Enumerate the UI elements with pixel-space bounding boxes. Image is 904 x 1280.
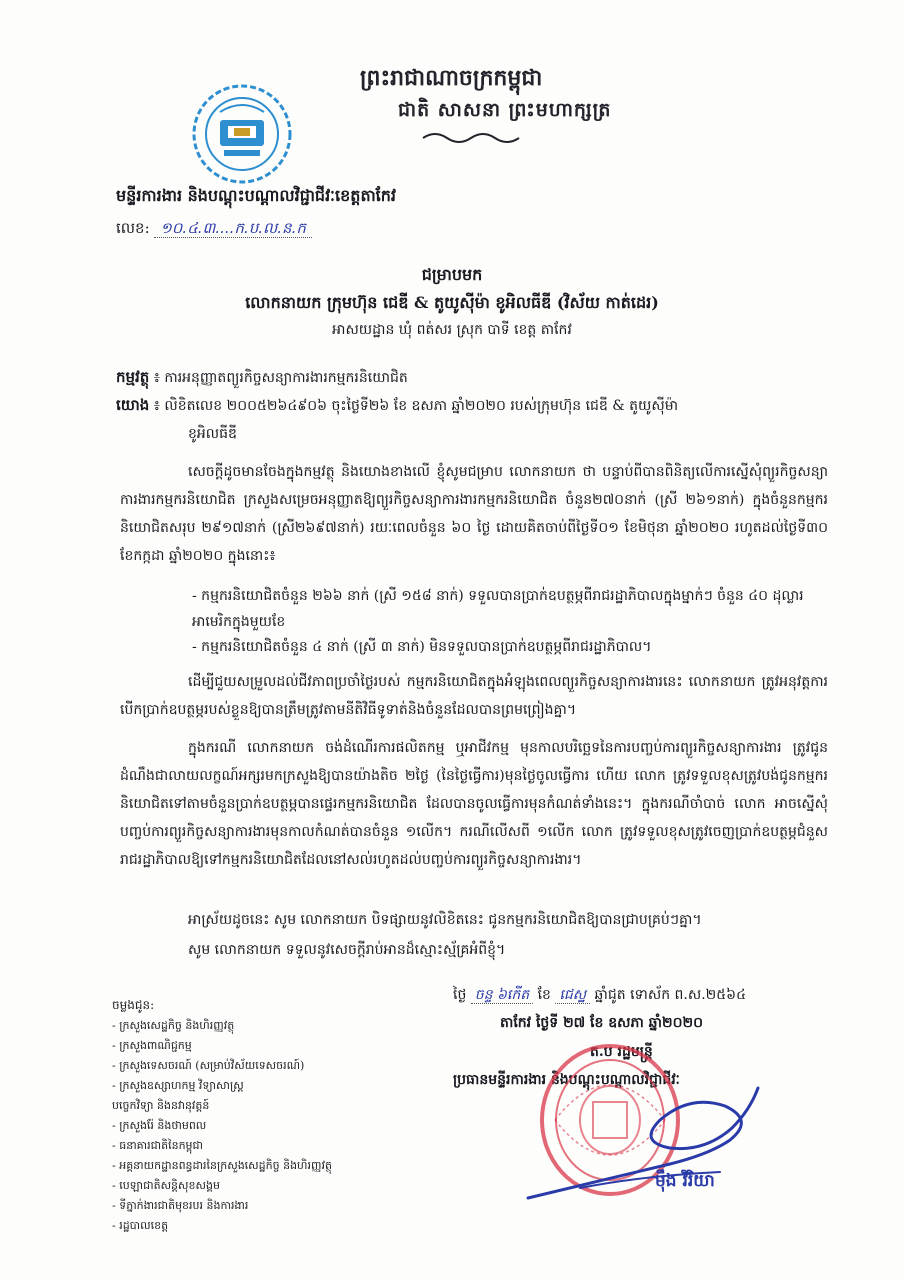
recipient-label: ជម្រាបមក bbox=[421, 265, 483, 284]
signer-name: ម៉ឹង វិរិយា bbox=[655, 1171, 715, 1191]
department-name: មន្ទីរការងារ និងបណ្តុះបណ្តាលវិជ្ជាជីវៈខេត្តតាកែវ bbox=[116, 186, 396, 205]
lunar-date bbox=[453, 985, 746, 1006]
cc-list bbox=[112, 1016, 372, 1236]
body-bullet-2: - កម្មករនិយោជិតចំនួន ៤ នាក់ (ស្រី ៣ នាក់) មិនទទួលបានប្រាក់ឧបត្ថម្ភពីរាជរដ្ឋាភិបាល។ bbox=[192, 639, 652, 655]
subject-label: កម្មវត្ថុ bbox=[116, 368, 150, 386]
handwritten-signature-icon bbox=[520, 1080, 770, 1210]
cc-item: - ក្រសួងឧស្សាហកម្ម វិទ្យាសាស្ត្រ bbox=[112, 1079, 244, 1092]
national-motto: ជាតិ សាសនា ព្រះមហាក្សត្រ bbox=[398, 99, 612, 121]
lunar-prefix: ថ្ងៃ bbox=[453, 987, 467, 1003]
ref-number-handwritten: ១០.៤.៣....ក.ប.ល.ន.ក bbox=[154, 219, 311, 238]
ornament-divider-icon bbox=[418, 130, 528, 146]
body-paragraph-3: ក្នុងករណី លោកនាយក ចង់ដំណើរការផលិតកម្ម ឬអាជីវកម្ម មុនកាលបរិច្ឆេទនៃការបញ្ចប់ការព្យួរកិច្ចសន្យាការងារ ត្រូវជូនដំណឹងជាលាយលក្ខណ៍អក្សរមកក្រសួងឱ្យបានយ៉ាងតិច ២ថ្ងៃ (នៃថ្ងៃធ្វើការ)មុនថ្ងៃចូលធ្វើការ ហើយ លោក ត្រូវទទួលខុសត្រូវបង់ជូនកម្មករនិយោជិតទៅតាមចំនួនប្រាក់ឧបត្ថម្ភបានផ្ទេរកម្មករនិយោជិត ដែលបានចូលធ្វើការមុនកំណត់ទាំងនេះ។ ក្នុងករណីចាំបាច់ លោក អាចស្នើសុំបញ្ចប់ការព្យួរកិច្ចសន្យាការងារមុនកាលកំណត់បានចំនួន ១លើក។ ករណីលើសពី ១លើក លោក ត្រូវទទួលខុសត្រូវចេញប្រាក់ឧបត្ថម្ភជំនួសរាជរដ្ឋាភិបាលឱ្យទៅកម្មករនិយោជិតដែលនៅសល់រហូតដល់បញ្ចប់ការព្យួរកិច្ចសន្យាការងារ។ bbox=[120, 740, 828, 868]
cc-item: - ធនាគារជាតិនៃកម្ពុជា bbox=[112, 1139, 204, 1152]
lunar-day-handwritten: ចន្ទ ៦កើត bbox=[471, 987, 533, 1004]
cc-item: - ទីភ្នាក់ងារជាតិមុខរបរ និងការងារ bbox=[112, 1199, 249, 1212]
reference-row bbox=[116, 396, 678, 418]
body-paragraph-4: អាស្រ័យដូចនេះ សូម លោកនាយក បិទផ្សាយនូវលិខិតនេះ ជូនកម្មករនិយោជិតឱ្យបានជ្រាបគ្រប់ៗគ្នា។ bbox=[188, 912, 702, 928]
cc-item: - បេឡាជាតិសន្តិសុខសង្គម bbox=[112, 1179, 220, 1192]
gregorian-date: តាកែវ ថ្ងៃទី ២៧ ខែ ឧសភា ឆ្នាំ២០២០ bbox=[500, 1015, 703, 1031]
reference-label: យោង bbox=[116, 396, 150, 414]
reference-continuation: ខូអិលធីឌី bbox=[188, 426, 237, 442]
cc-item: - រដ្ឋបាលខេត្ត bbox=[112, 1219, 169, 1232]
ministry-logo-icon bbox=[190, 82, 294, 186]
cc-title: ចម្លងជូន: bbox=[112, 998, 155, 1012]
kingdom-title: ព្រះរាជាណាចក្រកម្ពុជា bbox=[360, 65, 543, 91]
body-paragraph-1: សេចក្តីដូចមានចែងក្នុងកម្មវត្ថុ និងយោងខាងលើ ខ្ញុំសូមជម្រាប លោកនាយក ថា បន្ទាប់ពីបានពិនិត្យលើការស្នើសុំព្យួរកិច្ចសន្យាការងារកម្មករនិយោជិត ក្រសួងសម្រេចអនុញ្ញាតឱ្យព្យួរកិច្ចសន្យាការងារកម្មករនិយោជិត ចំនួន២៧០នាក់ (ស្រី ២៦១នាក់) ក្នុងចំនួនកម្មករនិយោជិតសរុប ២៩១៧នាក់ (ស្រី២៦៩៧នាក់) រយៈពេលចំនួន ៦០ ថ្ងៃ ដោយគិតចាប់ពីថ្ងៃទី០១ ខែមិថុនា ឆ្នាំ២០២០ រហូតដល់ថ្ងៃទី៣០ ខែកក្កដា ឆ្នាំ២០២០ ក្នុងនោះ៖ bbox=[120, 464, 828, 564]
signer-title: ប្រធានមន្ទីរការងារ និងបណ្តុះបណ្តាលវិជ្ជាជីវៈ bbox=[453, 1072, 680, 1088]
on-behalf-label: ត.ប រដ្ឋមន្ត្រី bbox=[590, 1044, 653, 1060]
cc-item: - ក្រសួងសេដ្ឋកិច្ច និងហិរញ្ញវត្ថុ bbox=[112, 1019, 235, 1032]
cc-item: - ក្រសួងពាណិជ្ជកម្ម bbox=[112, 1039, 192, 1052]
body-bullet-1: - កម្មករនិយោជិតចំនួន ២៦៦ នាក់ (ស្រី ១៥៨ នាក់) ទទួលបានប្រាក់ឧបត្ថម្ភពីរាជរដ្ឋាភិបាលក្នុងម្នាក់ៗ ចំនួន ៤០ ដុល្លារអាមេរិកក្នុងមួយខែ bbox=[192, 588, 804, 630]
reference-number bbox=[116, 219, 312, 241]
lunar-month-label: ខែ bbox=[537, 987, 551, 1003]
lunar-suffix: ឆ្នាំជូត ទោស័ក ព.ស.២៥៦៤ bbox=[594, 987, 746, 1003]
cc-item: - អគ្គនាយកដ្ឋានពន្ធដារនៃក្រសួងសេដ្ឋកិច្ច និងហិរញ្ញវត្ថុ bbox=[112, 1159, 332, 1172]
cc-item: - ក្រសួងទេសចរណ៍ (សម្រាប់វិស័យទេសចរណ៍) bbox=[112, 1059, 305, 1072]
cc-item: បច្ចេកវិទ្យា និងនវានុវត្តន៍ bbox=[112, 1099, 210, 1112]
subject-row bbox=[116, 368, 408, 390]
ref-label: លេខ: bbox=[116, 219, 150, 237]
recipient-address: អាសយដ្ឋាន ឃុំ ពត់សរ ស្រុក បាទី ខេត្ត តាកែវ bbox=[332, 322, 572, 338]
lunar-month-handwritten: ជេស្ឋ bbox=[555, 987, 590, 1004]
body-paragraph-5: សូម លោកនាយក ទទួលនូវសេចក្តីរាប់អានដ៏ស្មោះស្ម័គ្រអំពីខ្ញុំ។ bbox=[188, 942, 506, 958]
body-paragraph-2: ដើម្បីជួយសម្រួលដល់ជីវភាពប្រចាំថ្ងៃរបស់ កម្មករនិយោជិតក្នុងអំឡុងពេលព្យួរកិច្ចសន្យាការងារនេះ លោកនាយក ត្រូវអនុវត្តការបើកប្រាក់ឧបត្ថម្ភរបស់ខ្លួនឱ្យបានត្រឹមត្រូវតាមនីតិវិធីទូទាត់និងចំនួនដែលបានព្រមព្រៀងគ្នា។ bbox=[120, 674, 828, 718]
subject-text: ៖ ការអនុញ្ញាតព្យួរកិច្ចសន្យាការងារកម្មករនិយោជិត bbox=[153, 370, 408, 386]
reference-text: ៖ លិខិតលេខ ២០០៥២៦៤៩០៦ ចុះថ្ងៃទី២៦ ខែ ឧសភា ឆ្នាំ២០២០ របស់ក្រុមហ៊ុន ជេឌី & តូយូស៊ីម៉ា bbox=[153, 398, 679, 414]
cc-item: - ក្រសួងរ៉ែ និងថាមពល bbox=[112, 1119, 207, 1132]
recipient-name: លោកនាយក ក្រុមហ៊ុន ជេឌី & តូយូស៊ីម៉ា ខូអិលធីឌី (វិស័យ កាត់ដេរ) bbox=[245, 293, 659, 312]
